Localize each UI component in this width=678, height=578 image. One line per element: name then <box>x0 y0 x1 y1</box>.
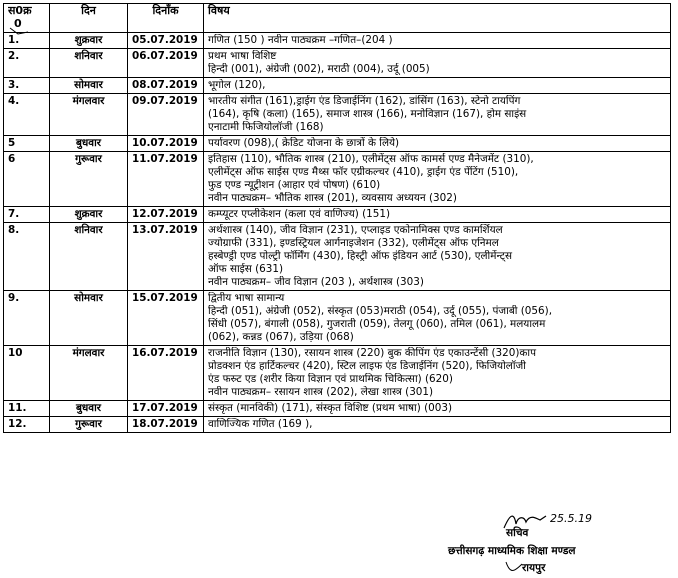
subject-line: भूगोल (120), <box>208 79 266 91</box>
subject-line: (164), कृषि (कला) (165), समाज शास्त्र (166), मनोविज्ञान (167), होम साइंस <box>208 108 527 120</box>
row-date: 11.07.2019 <box>128 152 204 207</box>
subject-line: नवीन पाठ्यक्रम– रसायन शास्त्र (202), लेखा शास्त्र (301) <box>208 386 434 398</box>
subject-line: संस्कृत (मानविकी) (171), संस्कृत विशिष्ट (प्रथम भाषा) (003) <box>208 402 453 414</box>
table-row <box>4 94 671 136</box>
row-subjects <box>204 78 671 94</box>
row-serial-no: 12. <box>4 417 50 433</box>
subject-line: ज्योग्राफी (331), इण्डस्ट्रियल आर्गनाइजेशन (332), एलीमेंट्स ऑफ एनिमल <box>208 237 499 249</box>
row-date: 10.07.2019 <box>128 136 204 152</box>
row-day: सोमवार <box>50 78 128 94</box>
table-row <box>4 346 671 401</box>
header-subject: विषय <box>204 4 671 33</box>
row-day: बुधवार <box>50 401 128 417</box>
subject-line: ऑफ साईस (631) <box>208 263 284 275</box>
subject-line: पर्यावरण (098),( क्रेडिट योजना के छात्रों के लिये) <box>208 137 400 149</box>
signature-date: 25.5.19 <box>550 512 592 525</box>
row-day: शुक्रवार <box>50 207 128 223</box>
row-subjects <box>204 33 671 49</box>
table-row <box>4 417 671 433</box>
row-day: मंगलवार <box>50 346 128 401</box>
row-serial-no: 8. <box>4 223 50 291</box>
exam-schedule-table <box>3 3 671 433</box>
row-date: 06.07.2019 <box>128 49 204 78</box>
row-date: 17.07.2019 <box>128 401 204 417</box>
subject-line: नवीन पाठ्यक्रम– भौतिक शास्त्र (201), व्यवसाय अध्ययन (302) <box>208 192 457 204</box>
header-serial-sub: 0 <box>14 17 22 30</box>
row-day: शनिवार <box>50 223 128 291</box>
row-day: गुरूवार <box>50 152 128 207</box>
row-date: 08.07.2019 <box>128 78 204 94</box>
subject-line: (062), कन्नड (067), उड़िया (068) <box>208 331 354 343</box>
row-date: 18.07.2019 <box>128 417 204 433</box>
subject-line: कम्प्यूटर एप्लीकेशन (कला एवं वाणिज्य) (151) <box>208 208 391 220</box>
subject-line: गणित (150 ) नवीन पाठ्यक्रम –गणित–(204 ) <box>208 34 393 46</box>
row-date: 15.07.2019 <box>128 291 204 346</box>
row-subjects <box>204 223 671 291</box>
row-day: शुक्रवार <box>50 33 128 49</box>
signature-title: सचिव <box>506 527 529 539</box>
subject-line: इतिहास (110), भौतिक शास्त्र (210), एलीमेंट्स ऑफ कामर्स एण्ड मैनेजमेंट (310), <box>208 153 534 165</box>
row-subjects <box>204 417 671 433</box>
row-subjects <box>204 94 671 136</box>
subject-line: राजनीति विज्ञान (130), रसायन शास्त्र (220) बुक कीपिंग एंड एकाउन्टेंसी (320)काप <box>208 347 536 359</box>
table-row <box>4 291 671 346</box>
table-row <box>4 223 671 291</box>
row-serial-no: 11. <box>4 401 50 417</box>
row-date: 12.07.2019 <box>128 207 204 223</box>
subject-line: एंड फस्र्ट एड (शरीर किया विज्ञान एवं प्राथमिक चिकित्सा) (620) <box>208 373 453 385</box>
row-subjects <box>204 49 671 78</box>
header-serial-label: स0क्र <box>8 4 32 17</box>
row-subjects <box>204 346 671 401</box>
subject-line: एनाटामी फिजियोलॉजी (168) <box>208 121 324 133</box>
row-serial-no: 10 <box>4 346 50 401</box>
row-serial-no: 5 <box>4 136 50 152</box>
row-serial-no: 3. <box>4 78 50 94</box>
row-serial-no: 7. <box>4 207 50 223</box>
row-date: 09.07.2019 <box>128 94 204 136</box>
row-date: 13.07.2019 <box>128 223 204 291</box>
row-subjects <box>204 152 671 207</box>
subject-line: अर्थशास्त्र (140), जीव विज्ञान (231), एप्लाइड एकोनामिक्स एण्ड कामर्शियल <box>208 224 503 236</box>
row-day: बुधवार <box>50 136 128 152</box>
row-serial-no: 4. <box>4 94 50 136</box>
header-day: दिन <box>50 4 128 33</box>
subject-line: नवीन पाठ्यक्रम– जीव विज्ञान (203 ), अर्थशास्त्र (303) <box>208 276 424 288</box>
subject-line: प्रथम भाषा विशिष्ट <box>208 50 277 62</box>
subject-line: एलीमेंट्स ऑफ साईस एण्ड मैथ्स फॉर एग्रीकल्चर (410), ड्राईग एंड पेंटिंग (510), <box>208 166 519 178</box>
board-name: छत्तीसगढ़ माध्यमिक शिक्षा मण्डल <box>448 545 576 557</box>
subject-line: भारतीय संगीत (161),ड्राईग एंड डिजाईनिंग (162), डांसिंग (163), स्टेनो टायपिंग <box>208 95 521 107</box>
row-subjects <box>204 207 671 223</box>
row-day: सोमवार <box>50 291 128 346</box>
row-serial-no: 1. <box>4 33 50 49</box>
table-row <box>4 136 671 152</box>
subject-line: फुड एण्ड न्यूट्रीशन (आहार एवं पोषण) (610) <box>208 179 381 191</box>
table-header-row <box>4 4 671 33</box>
row-subjects <box>204 291 671 346</box>
subject-line: द्वितीय भाषा सामान्य <box>208 292 285 304</box>
row-date: 16.07.2019 <box>128 346 204 401</box>
table-row <box>4 152 671 207</box>
row-serial-no: 9. <box>4 291 50 346</box>
table-row <box>4 78 671 94</box>
row-subjects <box>204 136 671 152</box>
subject-line: हस्बेण्ड्री एण्ड पोल्ट्री फॉर्मिंग (430), हिस्ट्री ऑफ इंडियन आर्ट (530), एलीमेंन्ट्स <box>208 250 512 262</box>
row-subjects <box>204 401 671 417</box>
subject-line: वाणिज्यिक गणित (169 ), <box>208 418 313 430</box>
row-day: गुरूवार <box>50 417 128 433</box>
row-day: मंगलवार <box>50 94 128 136</box>
row-date: 05.07.2019 <box>128 33 204 49</box>
subject-line: प्रोडक्शन एंड हार्टिकल्चर (420), स्टिल लाइफ एंड डिजाईनिंग (520), फिजियोलॉजी <box>208 360 526 372</box>
subject-line: हिन्दी (001), अंग्रेजी (002), मराठी (004), उर्दू (005) <box>208 63 430 75</box>
table-row <box>4 401 671 417</box>
pen-mark <box>8 26 32 42</box>
table-row <box>4 33 671 49</box>
row-serial-no: 2. <box>4 49 50 78</box>
table-row <box>4 49 671 78</box>
subject-line: सिंधी (057), बंगाली (058), गुजराती (059), तेलगू (060), तमिल (061), मलयालम <box>208 318 546 330</box>
row-day: शनिवार <box>50 49 128 78</box>
header-date: दिनाँक <box>128 4 204 33</box>
row-serial-no: 6 <box>4 152 50 207</box>
table-row <box>4 207 671 223</box>
subject-line: हिन्दी (051), अंग्रेजी (052), संस्कृत (053)मराठी (054), उर्दू (055), पंजाबी (056), <box>208 305 552 317</box>
city-name: रायपुर <box>522 562 546 574</box>
